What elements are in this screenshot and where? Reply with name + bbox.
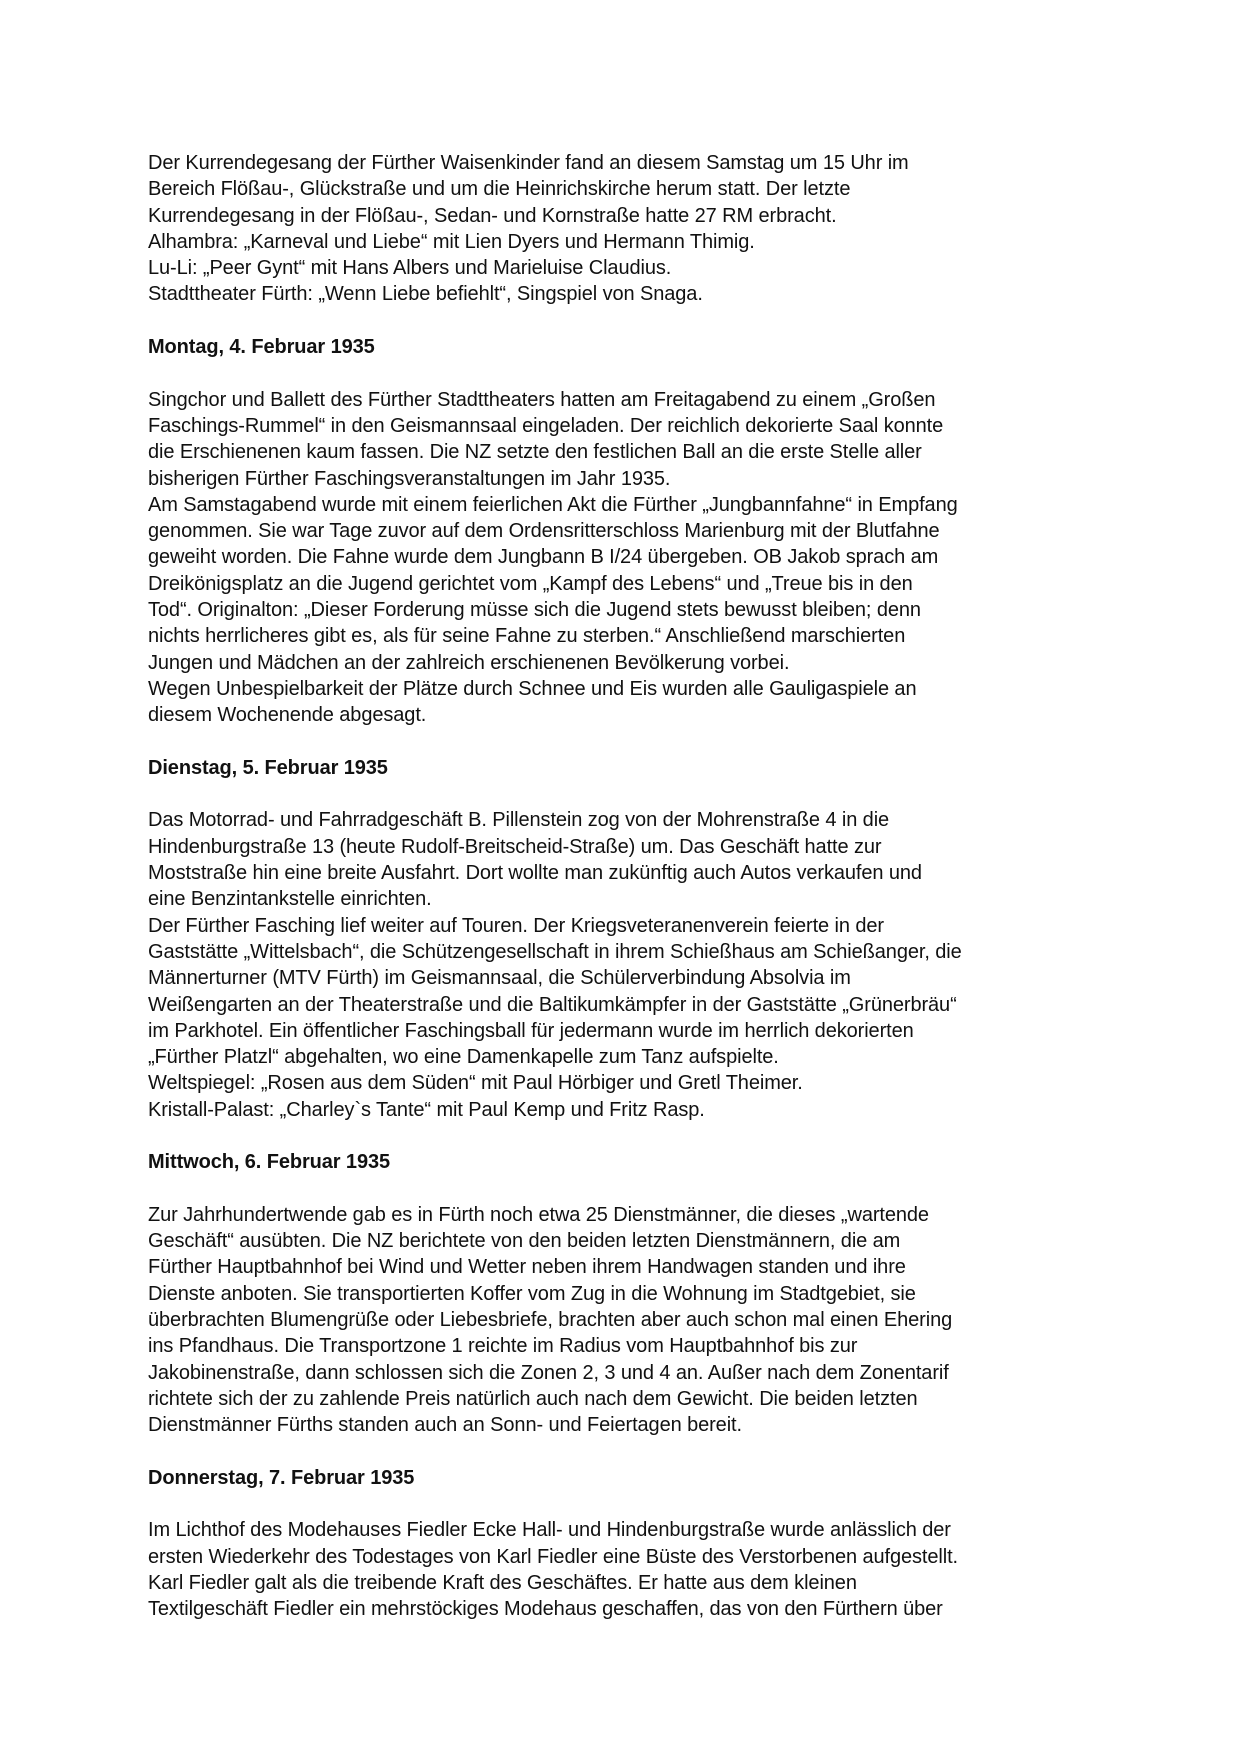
text-line: Geschäft“ ausübten. Die NZ berichtete von den beiden letzten Dienstmännern, die am (148, 1230, 901, 1253)
text-line: diesem Wochenende abgesagt. (148, 704, 427, 727)
text-line: Zur Jahrhundertwende gab es in Fürth noch etwa 25 Dienstmänner, die dieses „wartende (148, 1203, 929, 1226)
text-line: Dienste anboten. Sie transportierten Koffer vom Zug in die Wohnung im Stadtgebiet, sie (148, 1282, 916, 1305)
spacer (148, 360, 1218, 386)
intro-paragraph (148, 150, 1218, 308)
text-line: Karl Fiedler galt als die treibende Kraft des Geschäftes. Er hatte aus dem kleinen (148, 1572, 857, 1595)
text-line: ersten Wiederkehr des Todestages von Karl Fiedler eine Büste des Verstorbenen aufgestellt. (148, 1545, 958, 1568)
text-line: ins Pfandhaus. Die Transportzone 1 reichte im Radius vom Hauptbahnhof bis zur (148, 1335, 858, 1358)
text-line: Am Samstagabend wurde mit einem feierlichen Akt die Fürther „Jungbannfahne“ in Empfang (148, 493, 958, 516)
text-line: Weißengarten an der Theaterstraße und die Baltikumkämpfer in der Gaststätte „Grünerbräu“ (148, 993, 957, 1016)
text-line: Der Fürther Fasching lief weiter auf Touren. Der Kriegsveteranenverein feierte in der (148, 914, 884, 937)
text-line: geweiht worden. Die Fahne wurde dem Jungbann B I/24 übergeben. OB Jakob sprach am (148, 546, 939, 569)
text-line: Kristall-Palast: „Charley`s Tante“ mit Paul Kemp und Fritz Rasp. (148, 1098, 705, 1121)
section-heading-dienstag: Dienstag, 5. Februar 1935 (148, 756, 388, 779)
text-line: Hindenburgstraße 13 (heute Rudolf-Breitscheid-Straße) um. Das Geschäft hatte zur (148, 835, 882, 858)
section-paragraph-donnerstag (148, 1517, 1218, 1622)
section-heading-donnerstag: Donnerstag, 7. Februar 1935 (148, 1466, 415, 1489)
spacer (148, 1491, 1218, 1517)
spacer (148, 1439, 1218, 1465)
text-line: Der Kurrendegesang der Fürther Waisenkinder fand an diesem Samstag um 15 Uhr im (148, 152, 909, 174)
spacer (148, 308, 1218, 334)
text-line: Gaststätte „Wittelsbach“, die Schützengesellschaft in ihrem Schießhaus am Schießanger, die (148, 940, 962, 963)
text-line: Tod“. Originalton: „Dieser Forderung müsse sich die Jugend stets bewusst bleiben; denn (148, 599, 921, 622)
text-line: Bereich Flößau-, Glückstraße und um die Heinrichskirche herum statt. Der letzte (148, 178, 851, 201)
section-paragraph-dienstag (148, 807, 1218, 1123)
text-line: Wegen Unbespielbarkeit der Plätze durch Schnee und Eis wurden alle Gauligaspiele an (148, 677, 917, 700)
text-line: Dienstmänner Fürths standen auch an Sonn- und Feiertagen bereit. (148, 1414, 742, 1437)
section-paragraph-mittwoch (148, 1202, 1218, 1439)
spacer (148, 729, 1218, 755)
text-line: nichts herrlicheres gibt es, als für seine Fahne zu sterben.“ Anschließend marschierten (148, 625, 906, 648)
spacer (148, 781, 1218, 807)
text-line: überbrachten Blumengrüße oder Liebesbriefe, brachten aber auch schon mal einen Ehering (148, 1309, 953, 1332)
text-line: genommen. Sie war Tage zuvor auf dem Ordensritterschloss Marienburg mit der Blutfahne (148, 520, 940, 543)
text-line: Das Motorrad- und Fahrradgeschäft B. Pillenstein zog von der Mohrenstraße 4 in die (148, 809, 890, 832)
text-line: Im Lichthof des Modehauses Fiedler Ecke Hall- und Hindenburgstraße wurde anlässlich der (148, 1519, 951, 1542)
text-line: Fürther Hauptbahnhof bei Wind und Wetter neben ihrem Handwagen standen und ihre (148, 1256, 906, 1279)
text-line: Dreikönigsplatz an die Jugend gerichtet vom „Kampf des Lebens“ und „Treue bis in den (148, 572, 913, 595)
section-heading-mittwoch: Mittwoch, 6. Februar 1935 (148, 1151, 391, 1174)
text-line: Textilgeschäft Fiedler ein mehrstöckiges Modehaus geschaffen, das von den Fürthern über (148, 1598, 943, 1621)
text-line: im Parkhotel. Ein öffentlicher Faschingsball für jedermann wurde im herrlich dekorierten (148, 1019, 914, 1042)
text-line: Faschings-Rummel“ in den Geismannsaal eingeladen. Der reichlich dekorierte Saal konnte (148, 414, 944, 437)
text-line: Lu-Li: „Peer Gynt“ mit Hans Albers und Marieluise Claudius. (148, 257, 672, 280)
text-line: bisherigen Fürther Faschingsveranstaltungen im Jahr 1935. (148, 467, 671, 490)
text-line: Stadttheater Fürth: „Wenn Liebe befiehlt“, Singspiel von Snaga. (148, 283, 703, 306)
spacer (148, 1123, 1218, 1149)
text-line: Männerturner (MTV Fürth) im Geismannsaal, die Schülerverbindung Absolvia im (148, 967, 851, 990)
text-line: Alhambra: „Karneval und Liebe“ mit Lien Dyers und Hermann Thimig. (148, 230, 755, 253)
section-paragraph-montag (148, 387, 1218, 729)
section-heading-montag: Montag, 4. Februar 1935 (148, 336, 375, 359)
text-line: eine Benzintankstelle einrichten. (148, 888, 432, 911)
text-line: Weltspiegel: „Rosen aus dem Süden“ mit Paul Hörbiger und Gretl Theimer. (148, 1072, 803, 1095)
spacer (148, 1176, 1218, 1202)
text-line: Jakobinenstraße, dann schlossen sich die Zonen 2, 3 und 4 an. Außer nach dem Zonentarif (148, 1361, 949, 1384)
text-line: Moststraße hin eine breite Ausfahrt. Dort wollte man zukünftig auch Autos verkaufen und (148, 862, 922, 885)
text-line: Singchor und Ballett des Fürther Stadttheaters hatten am Freitagabend zu einem „Großen (148, 388, 936, 411)
text-line: Kurrendegesang in der Flößau-, Sedan- und Kornstraße hatte 27 RM erbracht. (148, 204, 837, 227)
document-body (148, 150, 1218, 1623)
text-line: richtete sich der zu zahlende Preis natürlich auch nach dem Gewicht. Die beiden letzten (148, 1387, 918, 1410)
text-line: „Fürther Platzl“ abgehalten, wo eine Damenkapelle zum Tanz aufspielte. (148, 1046, 779, 1069)
text-line: die Erschienenen kaum fassen. Die NZ setzte den festlichen Ball an die erste Stelle aller (148, 441, 922, 464)
text-line: Jungen und Mädchen an der zahlreich erschienenen Bevölkerung vorbei. (148, 651, 790, 674)
